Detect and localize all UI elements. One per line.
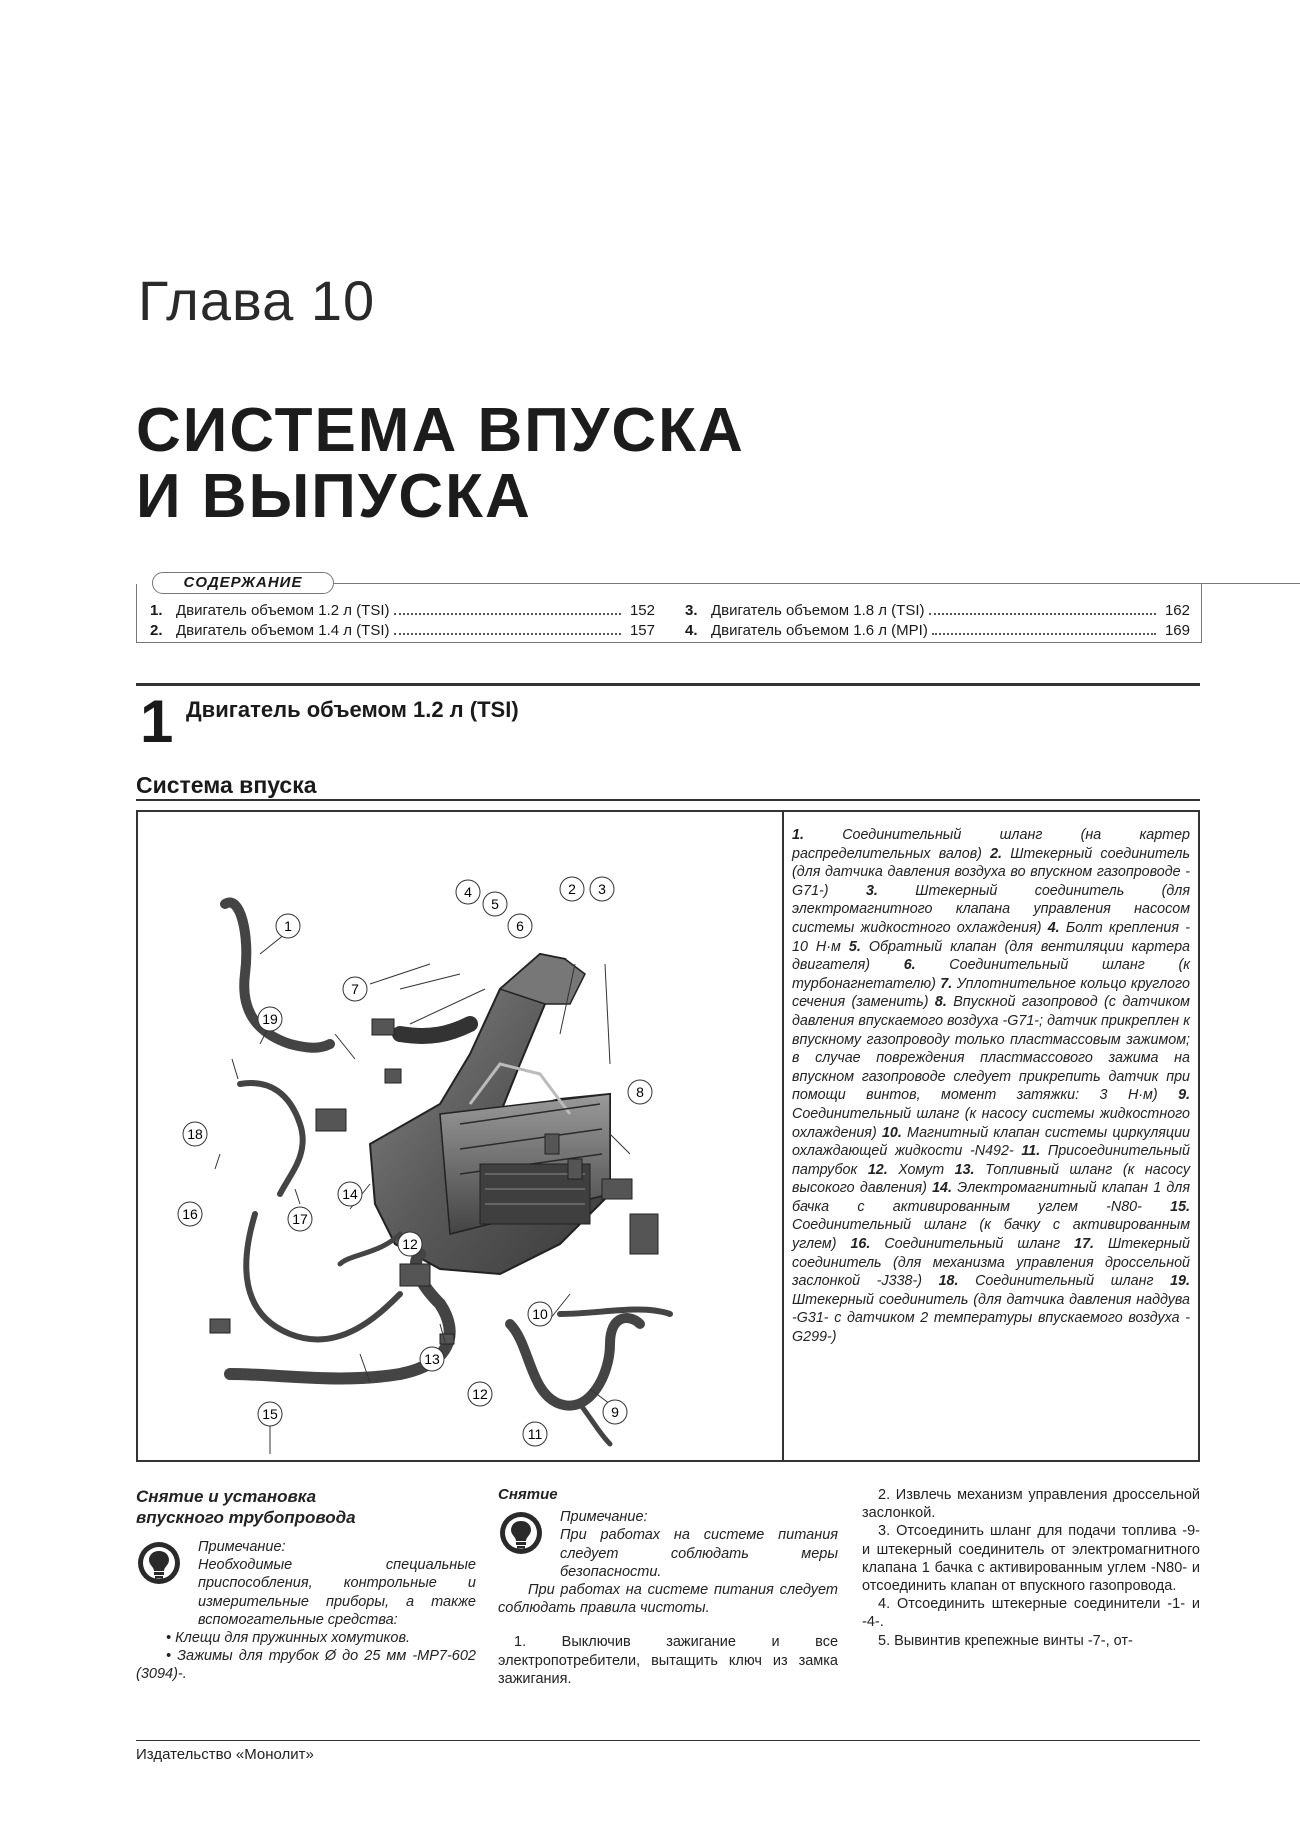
toc-right-column <box>685 602 1190 642</box>
toc-entry-num: 1. <box>150 602 163 619</box>
toc-heading: СОДЕРЖАНИЕ <box>152 572 334 594</box>
svg-text:16: 16 <box>182 1206 198 1222</box>
svg-text:18: 18 <box>187 1126 203 1142</box>
svg-text:12: 12 <box>402 1236 418 1252</box>
svg-text:10: 10 <box>532 1306 548 1322</box>
toc-top-rule <box>332 583 1300 584</box>
figure-legend <box>792 826 1190 1347</box>
callout-3 <box>590 877 614 901</box>
callout-12b <box>468 1382 492 1406</box>
col2-step <box>498 1633 838 1688</box>
callout-2 <box>560 877 584 901</box>
callout-17 <box>288 1207 312 1231</box>
callout-11 <box>523 1422 547 1446</box>
col1-note <box>136 1538 476 1629</box>
callout-6 <box>508 914 532 938</box>
callout-7 <box>343 977 367 1001</box>
svg-text:12: 12 <box>472 1386 488 1402</box>
list-item: • Клещи для пружинных хомутиков. <box>136 1629 476 1647</box>
legend-item: 6. Соединительный шланг (к турбонагнетателю) <box>792 957 1190 992</box>
legend-item: 9. Соединительный шланг (к насосу системы жидкостного охлаждения) <box>792 1087 1190 1141</box>
toc-entry-page: 169 <box>1164 622 1190 639</box>
step-number: 3. <box>878 1523 891 1540</box>
legend-item: 13. Топливный шланг (к насосу высокого давления) <box>792 1161 1190 1197</box>
intake-manifold <box>370 954 610 1274</box>
col1-bullet-list <box>136 1629 476 1684</box>
intake-system-diagram <box>140 814 780 1458</box>
callout-14 <box>338 1182 362 1206</box>
step-text: Отсоединить шланг для подачи топлива -9- и штекерный соединитель от электромагнитного клапана 1 бачка с активированным углем -N80- и отсоединить клапан от впускного газопровода. <box>862 1523 1200 1595</box>
note-lightbulb-icon <box>498 1510 544 1556</box>
legend-item: 14. Электромагнитный клапан 1 для бачка с активированным углем -N80- <box>792 1180 1190 1215</box>
legend-item: 1. Соединительный шланг (на картер распределительных валов) <box>792 827 1190 862</box>
chapter-label: Глава 10 <box>138 269 376 332</box>
section-title: Двигатель объемом 1.2 л (TSI) <box>186 697 519 722</box>
callout-9 <box>603 1400 627 1424</box>
callout-16 <box>178 1202 202 1226</box>
step-number: 2. <box>878 1487 891 1503</box>
text-column-3 <box>862 1486 1200 1650</box>
toc-left-column <box>150 602 655 642</box>
toc-leader <box>929 613 1157 615</box>
col1-note-label: Примечание: <box>198 1539 286 1555</box>
callout-1 <box>276 914 300 938</box>
svg-text:2: 2 <box>568 881 576 897</box>
legend-item: 4. Болт крепления - 10 Н·м <box>792 919 1190 955</box>
legend-item: 18. Соединительный шланг <box>938 1273 1154 1290</box>
svg-text:3: 3 <box>598 881 606 897</box>
toc-entry-page: 162 <box>1164 602 1190 619</box>
toc-leader <box>394 613 622 615</box>
legend-item: 3. Штекерный соединитель (для электромагнитного клапана управления насосом системы жидкостного охлаждения) <box>792 882 1190 936</box>
legend-item: 11. Присоединительный патрубок <box>792 1143 1190 1178</box>
callout-5 <box>483 892 507 916</box>
col2-note-text-2: При работах на системе питания следует соблюдать правила чистоты. <box>498 1582 838 1617</box>
svg-text:6: 6 <box>516 918 524 934</box>
col2-note-label: Примечание: <box>560 1509 648 1526</box>
col1-heading-line-2: впускного трубопровода <box>136 1508 356 1527</box>
legend-item: 16. Соединительный шланг <box>850 1236 1061 1253</box>
callout-15 <box>258 1402 282 1426</box>
step-text: Вывинтив крепежные винты -7-, от- <box>894 1632 1133 1649</box>
toc-entry-page: 152 <box>629 602 655 619</box>
callout-18 <box>183 1122 207 1146</box>
legend-item: 12. Хомут <box>867 1161 945 1178</box>
svg-text:14: 14 <box>342 1186 358 1202</box>
legend-item: 7. Уплотнительное кольцо круглого сечения (заменить) <box>792 975 1190 1011</box>
subsection-title: Система впуска <box>136 772 317 798</box>
callout-13 <box>420 1347 444 1371</box>
col3-step <box>862 1595 1200 1631</box>
legend-item: 19. Штекерный соединитель (для датчика давления наддува -G31- с датчиком 2 температуры впускаемого воздуха -G299-) <box>792 1273 1190 1346</box>
callout-8 <box>628 1080 652 1104</box>
svg-text:5: 5 <box>491 896 499 912</box>
col2-heading: Снятие <box>498 1486 558 1503</box>
toc-entry-page: 157 <box>629 622 655 639</box>
callout-19 <box>258 1007 282 1031</box>
chapter-title-line-1: СИСТЕМА ВПУСКА <box>136 396 745 465</box>
callout-12a <box>398 1232 422 1256</box>
toc-leader <box>932 633 1156 635</box>
svg-text:11: 11 <box>527 1426 543 1442</box>
callout-10 <box>528 1302 552 1326</box>
toc-leader <box>394 633 622 635</box>
step-number: 5. <box>878 1632 891 1649</box>
svg-text:19: 19 <box>262 1011 278 1027</box>
toc-entry-text: Двигатель объемом 1.4 л (TSI) <box>176 622 390 639</box>
legend-item: 2. Штекерный соединитель (для датчика давления воздуха во впускном газопроводе -G71-) <box>792 845 1190 899</box>
step-number: 4. <box>878 1596 891 1613</box>
toc-entry-num: 4. <box>685 622 698 639</box>
legend-item: 15. Соединительный шланг (к бачку с активированным углем) <box>792 1198 1190 1253</box>
toc-entry[interactable] <box>150 622 655 642</box>
svg-text:13: 13 <box>424 1351 440 1367</box>
toc-entry-text: Двигатель объемом 1.6 л (MPI) <box>711 622 928 639</box>
chapter-title-line-2: И ВЫПУСКА <box>136 462 532 531</box>
callout-4 <box>456 880 480 904</box>
legend-item: 8. Впускной газопровод (с датчиком давления впускаемого воздуха -G71-; датчик прикреплен к впускному газопроводу только пластмассовым зажимом; в случае повреждения пластмассового зажима на впускном газопроводе следует прикрепить датчик при помощи винтов, момент затяжки: 3 Н·м) <box>792 994 1190 1104</box>
svg-text:17: 17 <box>292 1211 308 1227</box>
svg-text:15: 15 <box>262 1406 278 1422</box>
toc-entry-num: 2. <box>150 622 163 639</box>
footer-rule <box>136 1740 1200 1741</box>
col1-note-text: Необходимые специальные приспособления, контрольные и измерительные приборы, а также вспомогательные средства: <box>198 1557 476 1628</box>
step-text: Извлечь механизм управления дроссельной заслонкой. <box>862 1487 1201 1522</box>
toc-entry-text: Двигатель объемом 1.8 л (TSI) <box>711 602 925 619</box>
legend-item: 17. Штекерный соединитель (для механизма управления дроссельной заслонкой -J338-) <box>792 1236 1190 1290</box>
col2-note-text-1: При работах на системе питания следует соблюдать меры безопасности. <box>560 1527 838 1580</box>
toc-entry[interactable] <box>150 602 655 622</box>
figure-divider <box>782 812 784 1460</box>
toc-entry[interactable] <box>685 622 1190 642</box>
legend-item: 5. Обратный клапан (для вентиляции картера двигателя) <box>792 938 1190 974</box>
step-number: 1. <box>514 1634 527 1651</box>
col3-step <box>862 1486 1200 1522</box>
col2-note <box>498 1508 838 1581</box>
step-text: Отсоединить штекерные соединители -1- и -4-. <box>862 1596 1201 1631</box>
svg-text:4: 4 <box>464 884 472 900</box>
svg-text:8: 8 <box>636 1084 644 1100</box>
section-number: 1 <box>140 688 174 755</box>
col3-step <box>862 1522 1200 1595</box>
col3-step <box>862 1632 1200 1650</box>
list-item: • Зажимы для трубок Ø до 25 мм -MP7-602 (3094)-. <box>136 1647 476 1683</box>
legend-item: 10. Магнитный клапан системы циркуляции охлаждающей жидкости -N492- <box>792 1124 1190 1160</box>
toc-entry-text: Двигатель объемом 1.2 л (TSI) <box>176 602 390 619</box>
toc-entry[interactable] <box>685 602 1190 622</box>
svg-text:1: 1 <box>284 918 292 934</box>
section-rule <box>136 683 1200 686</box>
text-column-1 <box>136 1486 476 1684</box>
svg-text:7: 7 <box>351 981 359 997</box>
svg-text:9: 9 <box>611 1404 619 1420</box>
publisher-footer: Издательство «Монолит» <box>136 1746 314 1763</box>
text-column-2 <box>498 1486 838 1688</box>
toc-entry-num: 3. <box>685 602 698 619</box>
col1-heading-line-1: Снятие и установка <box>136 1487 317 1506</box>
note-lightbulb-icon <box>136 1540 182 1586</box>
chapter-title <box>136 398 745 530</box>
step-text: Выключив зажигание и все электропотребители, вытащить ключ из замка зажигания. <box>498 1634 839 1687</box>
